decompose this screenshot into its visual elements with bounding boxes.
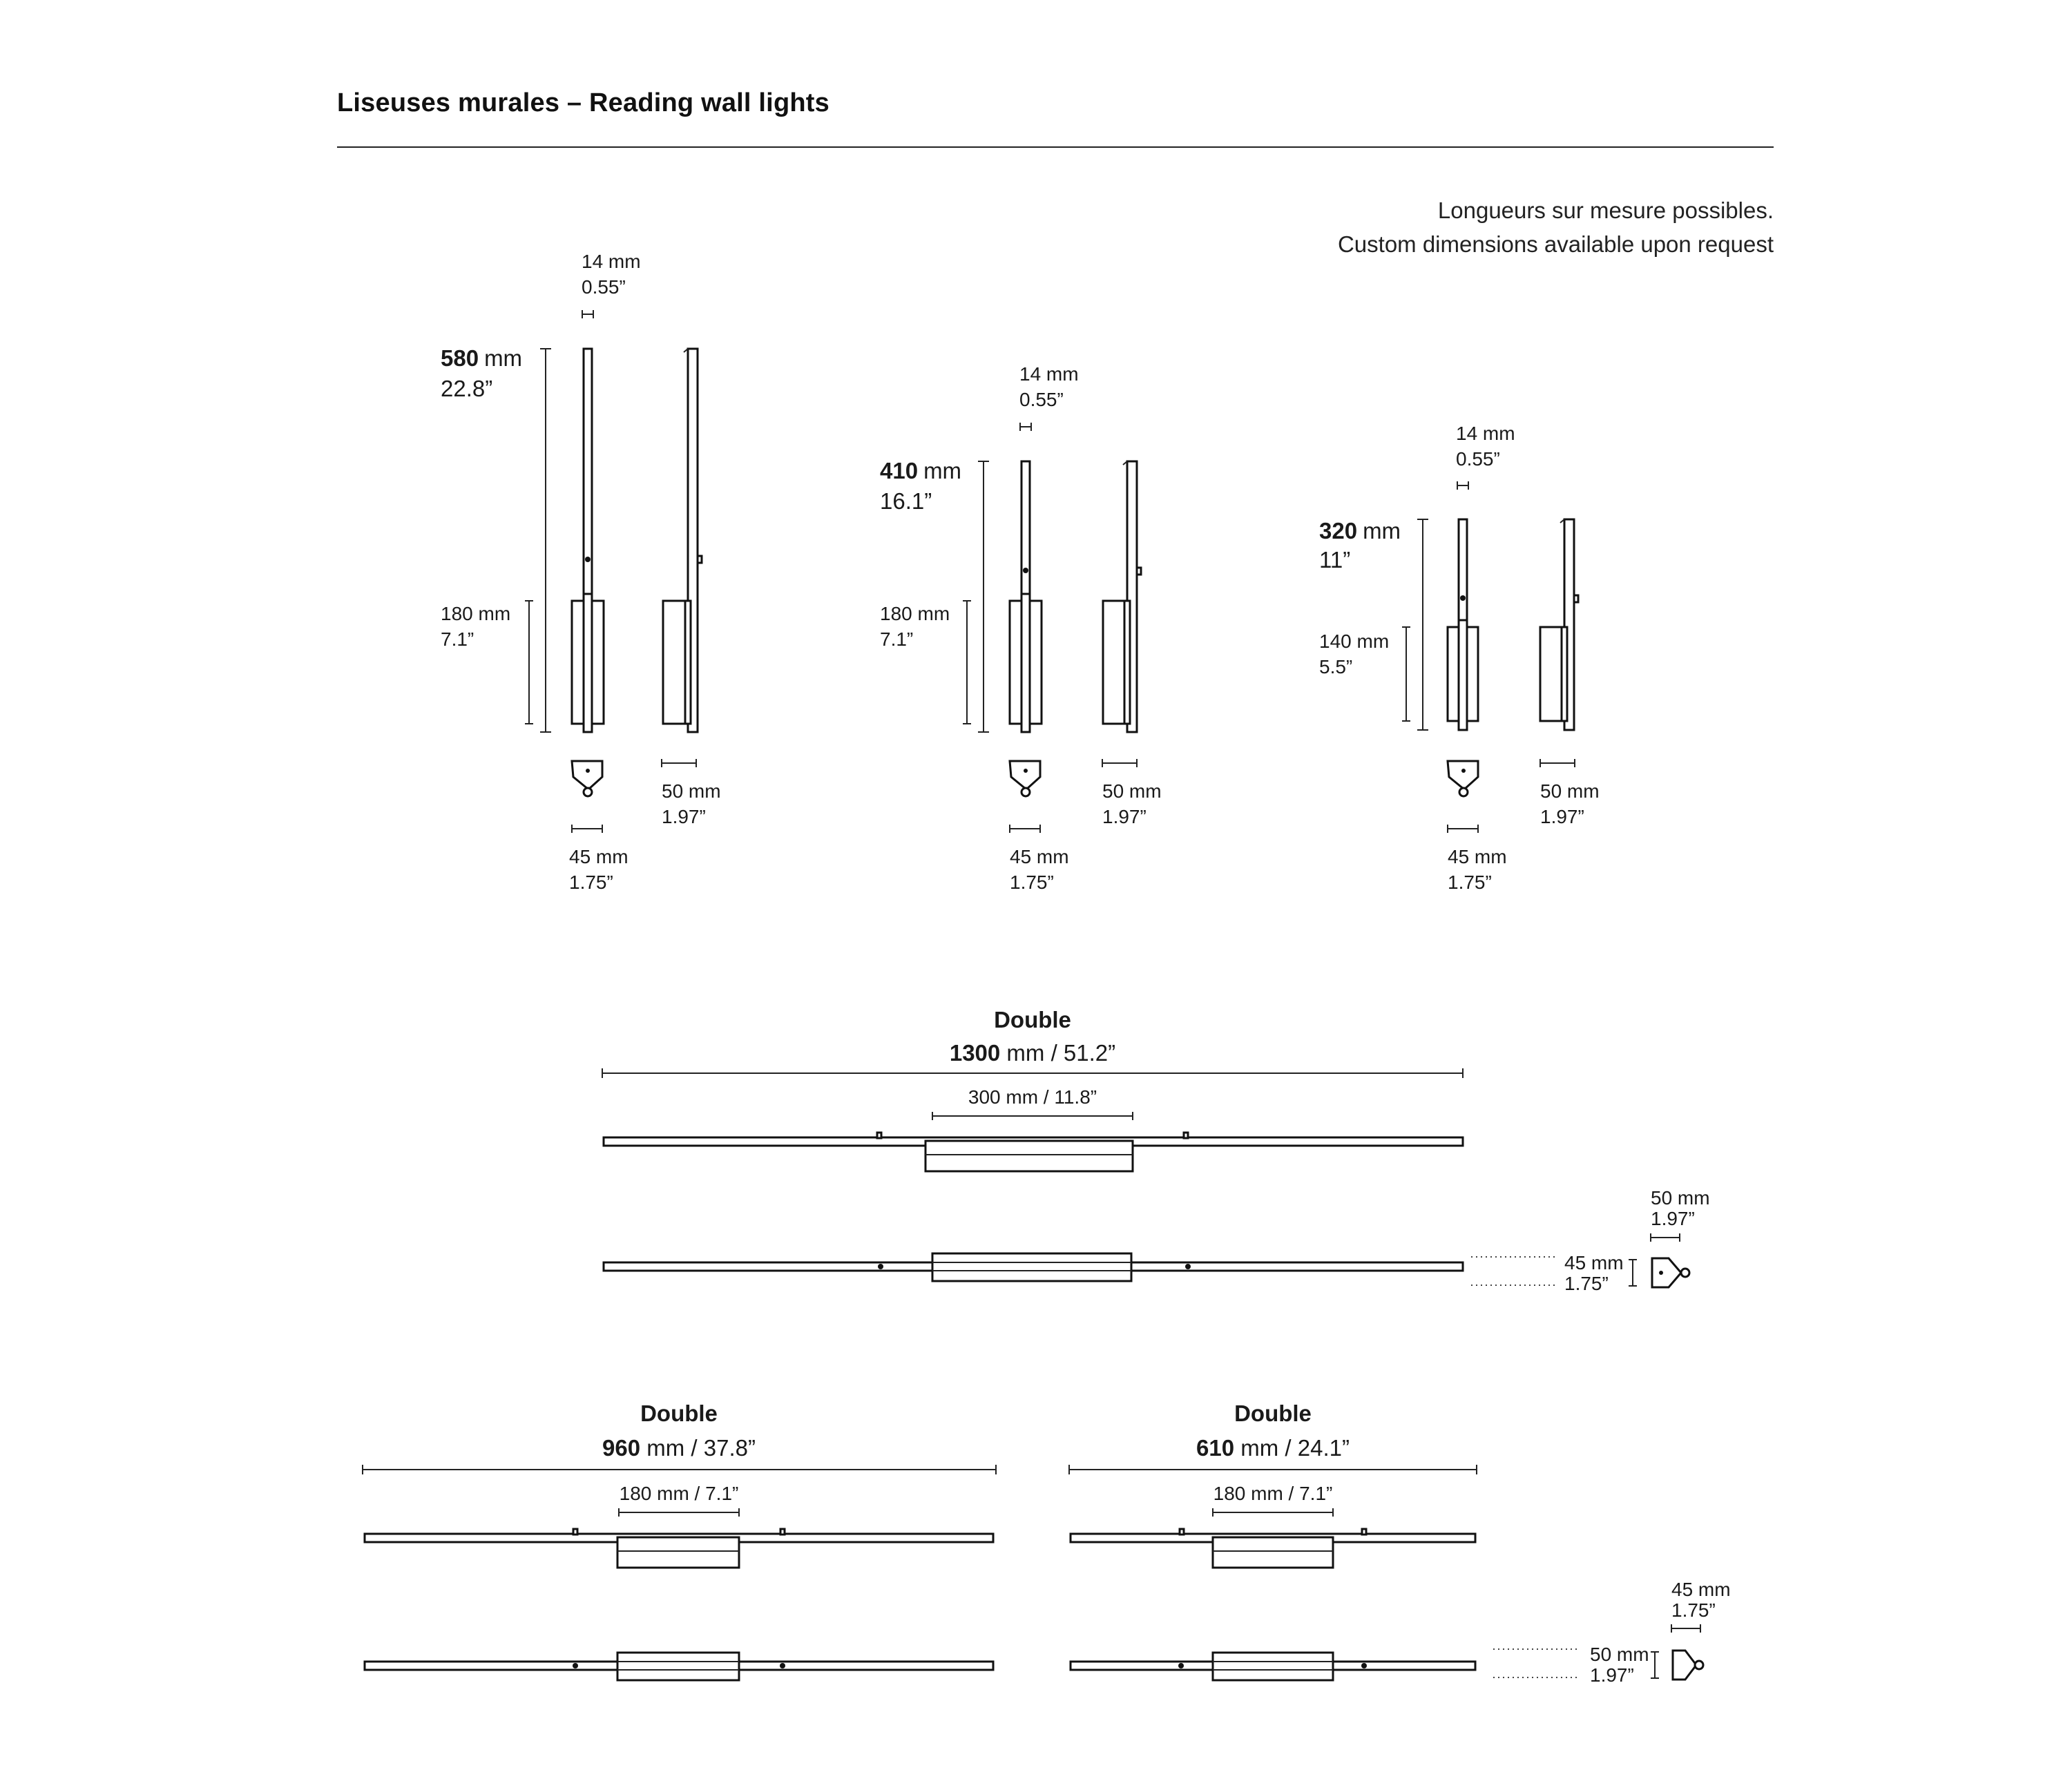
side-view <box>365 1529 993 1568</box>
end-depth-mm: 50 mm <box>1651 1187 1710 1209</box>
front-view <box>1448 519 1478 730</box>
width-in: 0.55” <box>582 276 626 298</box>
base-width-mm: 45 mm <box>1448 846 1507 867</box>
end-depth-in: 1.97” <box>1651 1208 1695 1229</box>
width-mm: 14 mm <box>1456 423 1515 444</box>
depth-in: 1.97” <box>1102 806 1147 827</box>
vertical-lamp-410 <box>880 363 1162 893</box>
diffuser-in: 5.5” <box>1319 656 1353 677</box>
height-label: 320 mm <box>1319 518 1401 543</box>
front-view <box>1071 1653 1475 1680</box>
diffuser-length: 180 mm / 7.1” <box>1213 1483 1333 1504</box>
depth-in: 1.97” <box>1540 806 1584 827</box>
end-width-mm: 45 mm <box>1671 1579 1731 1600</box>
side-view <box>1071 1529 1475 1568</box>
diffuser-length: 180 mm / 7.1” <box>619 1483 739 1504</box>
double-label: Double <box>640 1401 718 1426</box>
side-view <box>1103 461 1141 732</box>
end-depth-mm: 50 mm <box>1590 1644 1649 1665</box>
side-view <box>663 349 702 732</box>
height-in: 22.8” <box>441 376 493 401</box>
double-lamp-1300 <box>602 1007 1710 1294</box>
end-width-mm: 45 mm <box>1564 1252 1624 1273</box>
base-width-in: 1.75” <box>569 872 613 893</box>
front-view <box>604 1253 1463 1281</box>
double-label: Double <box>994 1007 1071 1032</box>
end-depth-in: 1.97” <box>1590 1664 1634 1686</box>
width-mm: 14 mm <box>1019 363 1079 385</box>
double-label: Double <box>1234 1401 1312 1426</box>
end-width-in: 1.75” <box>1564 1273 1609 1294</box>
width-in: 0.55” <box>1019 389 1064 410</box>
custom-note-en: Custom dimensions available upon request <box>1337 231 1774 257</box>
diffuser-in: 7.1” <box>441 628 474 650</box>
double-length: 610 mm / 24.1” <box>1196 1435 1350 1461</box>
double-length: 1300 mm / 51.2” <box>949 1040 1116 1066</box>
diffuser-in: 7.1” <box>880 628 914 650</box>
end-width-in: 1.75” <box>1671 1599 1716 1621</box>
vertical-lamp-320 <box>1319 423 1600 893</box>
height-label: 410 mm <box>880 458 962 483</box>
width-mm: 14 mm <box>582 251 641 272</box>
base-plan <box>572 761 602 796</box>
base-width-in: 1.75” <box>1448 872 1492 893</box>
front-view <box>365 1653 993 1680</box>
base-plan <box>1448 761 1478 796</box>
front-view <box>572 349 604 732</box>
width-in: 0.55” <box>1456 448 1500 470</box>
base-width-mm: 45 mm <box>569 846 629 867</box>
page-title: Liseuses murales – Reading wall lights <box>337 88 829 117</box>
double-lamp-610 <box>1069 1401 1731 1686</box>
diffuser-mm: 140 mm <box>1319 631 1390 652</box>
height-in: 11” <box>1319 547 1351 573</box>
custom-note-fr: Longueurs sur mesure possibles. <box>1437 198 1774 223</box>
base-plan <box>1010 761 1040 796</box>
height-in: 16.1” <box>880 488 932 514</box>
diffuser-mm: 180 mm <box>441 603 511 624</box>
diffuser-mm: 180 mm <box>880 603 950 624</box>
vertical-lamp-580 <box>441 251 721 893</box>
depth-mm: 50 mm <box>1102 780 1162 802</box>
front-view <box>1010 461 1042 732</box>
depth-mm: 50 mm <box>1540 780 1600 802</box>
base-width-in: 1.75” <box>1010 872 1054 893</box>
depth-in: 1.97” <box>662 806 706 827</box>
base-width-mm: 45 mm <box>1010 846 1069 867</box>
side-view <box>1540 519 1578 730</box>
double-lamp-960 <box>363 1401 996 1680</box>
side-view <box>604 1133 1463 1171</box>
height-label: 580 mm <box>441 345 523 371</box>
diffuser-length: 300 mm / 11.8” <box>968 1086 1097 1108</box>
double-length: 960 mm / 37.8” <box>602 1435 756 1461</box>
depth-mm: 50 mm <box>662 780 721 802</box>
